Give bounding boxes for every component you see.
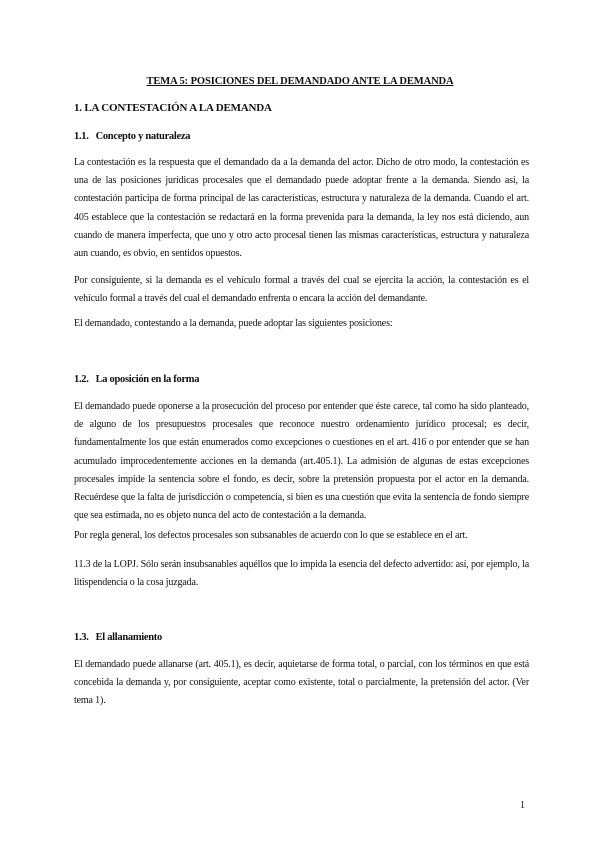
subsection-label: Concepto y naturaleza: [95, 131, 191, 142]
paragraph-4: El demandado puede oponerse a la prosecución del proceso por entender que éste carece, tal como ha sido planteado, de alguno de los presupuestos procesales que reconoce nuestro ordenamiento jurídico procesal; es decir, fundamentalmente los que están enumerados como excepciones o cuestiones en el art. 416 o por entender que se han acumulado improcedentemente acciones en la demanda (art.405.1). La admisión de algunas de estas excepciones procesales impide la sentencia sobre el fondo, es decir, sobre la pretensión propuesta por el actor en la demanda. Recuérdese que la falta de jurisdicción o competencia, si bien es una cuestión que evita la sentencia de fondo siempre que sea estimada, no es objeto nunca del acto de contestación a la demanda.: [74, 401, 529, 522]
subsection-number: 1.1.: [74, 131, 89, 142]
subsection-number: 1.2.: [74, 374, 89, 385]
paragraph-7: El demandado puede allanarse (art. 405.1), es decir, aquietarse de forma total, o parcial, con los términos en que está concebida la demanda y, por consiguiente, aceptar como existente, total o parcialmente, la pretensión del actor. (Ver tema 1).: [74, 659, 529, 707]
paragraph-5: Por regla general, los defectos procesales son subsanables de acuerdo con lo que se establece en el art.: [74, 530, 468, 541]
subsection-heading-1-3: [74, 632, 162, 643]
page-number: 1: [520, 800, 525, 811]
section-heading: 1. LA CONTESTACIÓN A LA DEMANDA: [74, 102, 272, 114]
paragraph-6: 11.3 de la LOPJ. Sólo serán insubsanables aquéllos que lo impida la esencia del defecto advertido: así, por ejemplo, la litispendencia o la cosa juzgada.: [74, 559, 529, 589]
document-title: TEMA 5: POSICIONES DEL DEMANDADO ANTE LA DEMANDA: [146, 76, 454, 87]
subsection-heading-1-2: [74, 374, 199, 385]
paragraph-3: El demandado, contestando a la demanda, puede adoptar las siguientes posiciones:: [74, 318, 393, 329]
subsection-label: El allanamiento: [95, 632, 162, 643]
subsection-number: 1.3.: [74, 632, 89, 643]
subsection-heading-1-1: [74, 131, 190, 142]
subsection-label: La oposición en la forma: [95, 374, 200, 385]
paragraph-2: Por consiguiente, si la demanda es el vehículo formal a través del cual se ejercita la acción, la contestación es el vehículo formal a través del cual el demandado enfrenta o encara la acción del demandante.: [74, 275, 529, 305]
paragraph-1: La contestación es la respuesta que el demandado da a la demanda del actor. Dicho de otro modo, la contestación es una de las posiciones jurídicas procesales que el demandado puede adoptar frente a la demanda. Siendo así, la contestación participa de forma principal de las características, estructura y naturaleza de la demanda. Cuando el art. 405 establece que la contestación se redactará en la forma prevenida para la demanda, la ley nos está diciendo, aun cuando de manera imperfecta, que uno y otro acto procesal tienen las mismas características, estructura y naturaleza aun cuando, es obvio, en sentidos opuestos.: [74, 157, 529, 260]
